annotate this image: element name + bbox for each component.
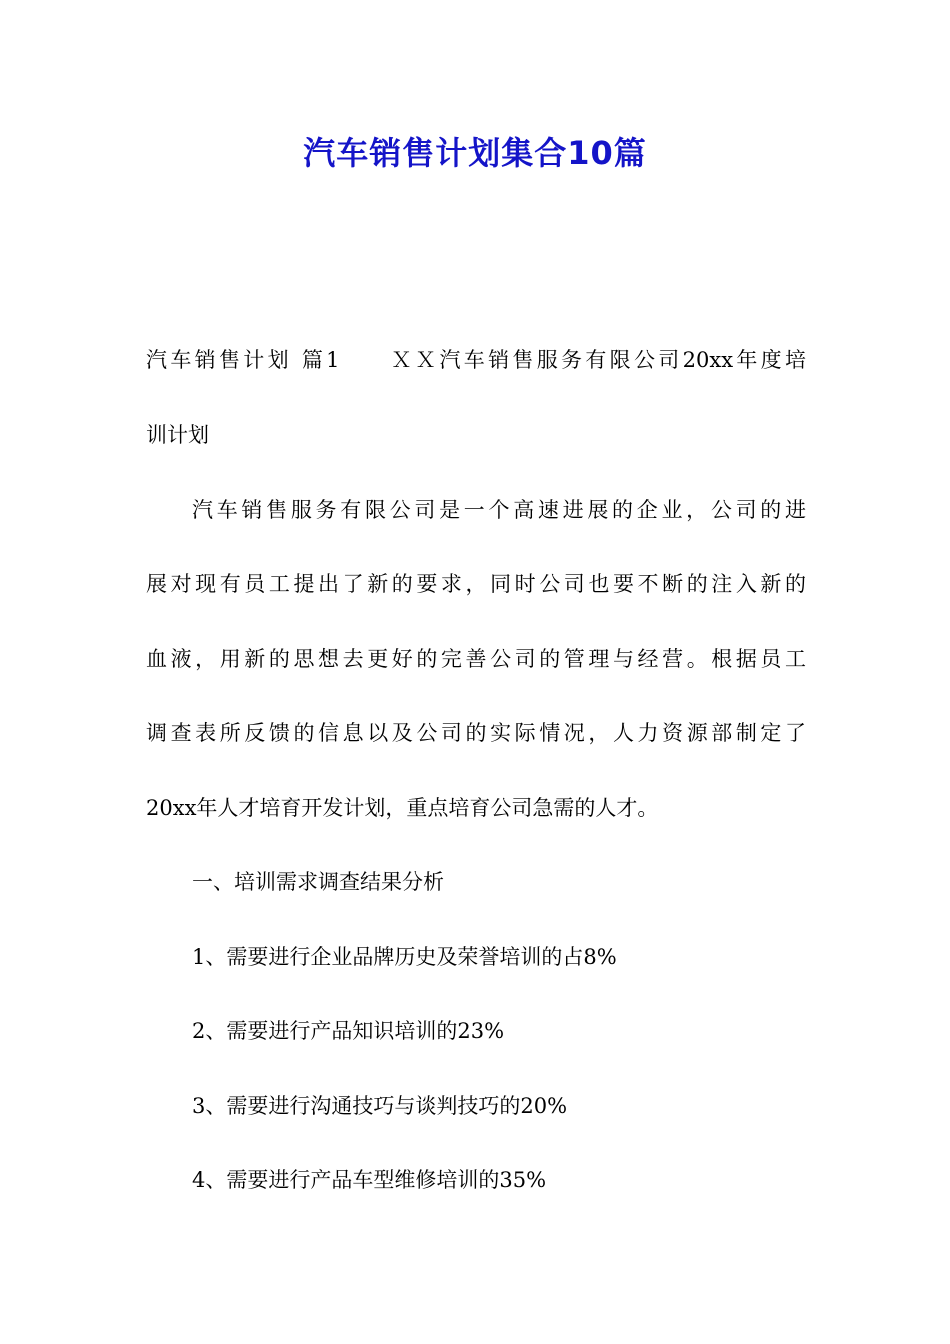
paragraph-line: 20xx年人才培育开发计划，重点培育公司急需的人才。	[146, 796, 659, 820]
paragraph-line: 血液，用新的思想去更好的完善公司的管理与经营。根据员工	[146, 647, 806, 671]
paragraph-line: 展对现有员工提出了新的要求，同时公司也要不断的注入新的	[146, 572, 806, 596]
list-item: 4、需要进行产品车型维修培训的35%	[192, 1168, 547, 1192]
heading-line	[146, 345, 806, 375]
document-title: 汽车销售计划集合10篇	[303, 134, 647, 172]
paragraph-line: 汽车销售服务有限公司是一个高速进展的企业，公司的进	[192, 498, 806, 522]
section-title: 一、培训需求调查结果分析	[192, 870, 444, 894]
heading-label: 汽车销售计划 篇1	[146, 348, 340, 372]
heading-continuation: 训计划	[146, 423, 209, 447]
heading-rest: ＸＸ汽车销售服务有限公司20xx年度培	[387, 348, 806, 372]
list-item: 1、需要进行企业品牌历史及荣誉培训的占8%	[192, 945, 617, 969]
document-body	[146, 0, 806, 1344]
list-item: 2、需要进行产品知识培训的23%	[192, 1019, 505, 1043]
list-item: 3、需要进行沟通技巧与谈判技巧的20%	[192, 1094, 568, 1118]
paragraph-line: 调查表所反馈的信息以及公司的实际情况，人力资源部制定了	[146, 721, 806, 745]
